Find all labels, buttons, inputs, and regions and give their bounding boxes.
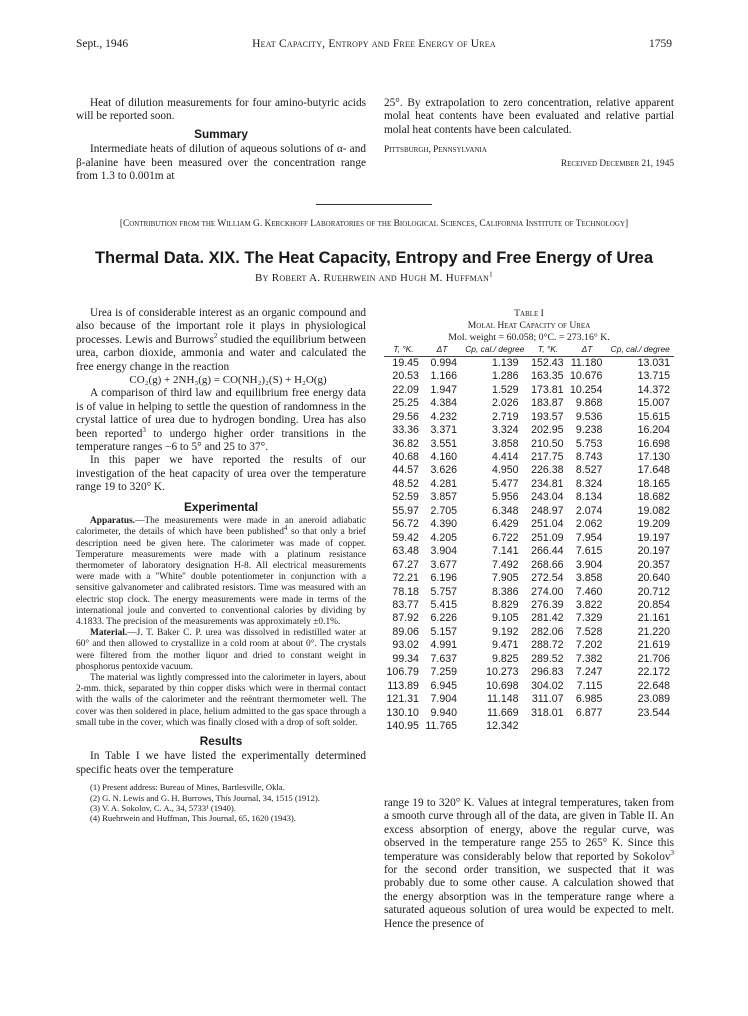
table-cell: 2.062 bbox=[575, 518, 603, 531]
table-cell: 130.10 bbox=[386, 706, 419, 719]
col-header-cp2: Cp, cal./ degree bbox=[606, 345, 674, 356]
results-cont-b: for the second order transition, we suspected that it was probably due to some other cause. A calculation showed that the energy absorption was in the temperature range where a saturated aqueous solution of urea would be expected to melt. Hence the presence of bbox=[384, 864, 674, 930]
table-cell: 17.130 bbox=[637, 450, 670, 463]
table-cell: 21.220 bbox=[637, 625, 670, 638]
byline-footnote-mark: 1 bbox=[489, 270, 493, 279]
intro-p1-ref: 2 bbox=[213, 332, 218, 341]
table-row bbox=[384, 545, 674, 558]
table-cell: 8.324 bbox=[575, 477, 603, 490]
table-cell: 282.06 bbox=[531, 625, 564, 638]
apparatus-cont: so that only a brief description need be given here. The calorimeter was made of copper. Temperature measurements were made with a platinum resistance thermometer of laboratory designation H-8. All electrical measurements were made with a "White" double potentiometer in conjunction with a sensitive galvanometer and calibrated resistors. Time was measured with an electric stop clock. The energy measurements were made in terms of the international joule and converted to conventional calories by dividing by 4.1833. The precision of the measurements was approximately ±0.1%. bbox=[76, 527, 367, 627]
table-row bbox=[384, 532, 674, 545]
table-cell: 3.858 bbox=[575, 572, 603, 585]
table-row bbox=[384, 599, 674, 612]
table-cell: 1.166 bbox=[430, 370, 458, 383]
table-cell: 6.196 bbox=[430, 572, 458, 585]
footnotes bbox=[76, 782, 366, 824]
table-cell bbox=[568, 720, 607, 733]
table-cell: 9.105 bbox=[492, 612, 519, 625]
table-cell: 7.141 bbox=[492, 545, 519, 558]
table-cell: 266.44 bbox=[531, 545, 564, 558]
table-row bbox=[384, 438, 674, 451]
table-cell: 13.031 bbox=[637, 356, 670, 369]
results-cont-ref: 3 bbox=[670, 848, 674, 857]
table-cell: 40.68 bbox=[392, 450, 419, 463]
table-cell: 19.45 bbox=[392, 356, 419, 369]
apparatus-paragraph bbox=[76, 516, 366, 628]
table-row bbox=[384, 720, 674, 733]
table-cell: 7.115 bbox=[576, 679, 603, 692]
table-cell: 9.238 bbox=[575, 424, 603, 437]
table-cell: 11.180 bbox=[570, 356, 603, 369]
table-cell: 9.192 bbox=[492, 625, 519, 638]
table-cell: 243.04 bbox=[531, 491, 564, 504]
table-cell: 99.34 bbox=[392, 652, 419, 665]
table-cell: 140.95 bbox=[386, 720, 419, 733]
article-divider bbox=[316, 204, 432, 205]
table-cell: 6.429 bbox=[492, 518, 519, 531]
table-cell: 1.286 bbox=[492, 370, 519, 383]
table-cell: 20.357 bbox=[637, 558, 670, 571]
table-cell: 288.72 bbox=[531, 639, 564, 652]
prev-paragraph-3: 25°. By extrapolation to zero concentration, relative apparent molal heat contents have been evaluated and relative partial molal heat contents have been calculated. bbox=[384, 97, 674, 136]
table-row bbox=[384, 639, 674, 652]
table-row bbox=[384, 411, 674, 424]
table-cell: 274.00 bbox=[531, 585, 564, 598]
table-cell bbox=[606, 720, 674, 733]
table-cell: 3.626 bbox=[430, 464, 458, 477]
prev-paragraph-2: Intermediate heats of dilution of aqueous solutions of α- and β-alanine have been measured over the concentration range from 1.3 to 0.001m at bbox=[76, 143, 366, 183]
table-cell: 183.87 bbox=[531, 397, 564, 410]
table-cell: 106.79 bbox=[386, 666, 419, 679]
prev-article-left bbox=[76, 97, 366, 183]
table-cell: 22.648 bbox=[637, 679, 670, 692]
table-cell: 2.705 bbox=[430, 504, 458, 517]
table-subcaption: Molal Heat Capacity of Urea bbox=[467, 320, 591, 331]
table-cell: 22.172 bbox=[637, 666, 670, 679]
table-cell: 6.348 bbox=[492, 504, 519, 517]
table-cell: 7.460 bbox=[575, 585, 603, 598]
footnote-3: (3) V. A. Sokolov, C. A., 34, 5733¹ (1940). bbox=[90, 802, 236, 813]
col-header-t1: T, °K. bbox=[384, 345, 423, 356]
table-cell: 7.905 bbox=[492, 572, 519, 585]
footnote-2: (2) G. N. Lewis and G. H. Burrows, This Journal, 34, 1515 (1912). bbox=[90, 792, 320, 803]
material-label: Material. bbox=[90, 628, 128, 639]
table-cell: 20.53 bbox=[392, 370, 419, 383]
table-cell: 281.42 bbox=[531, 612, 564, 625]
table-cell: 8.134 bbox=[575, 491, 603, 504]
table-cell: 13.715 bbox=[637, 370, 670, 383]
table-cell: 33.36 bbox=[392, 424, 419, 437]
article-left-column bbox=[76, 307, 366, 824]
prev-paragraph-1: Heat of dilution measurements for four amino-butyric acids will be reported soon. bbox=[76, 97, 366, 123]
table-cell: 9.868 bbox=[575, 397, 603, 410]
table-cell: 55.97 bbox=[392, 504, 419, 517]
table-cell: 19.197 bbox=[637, 531, 670, 544]
table-cell: 22.09 bbox=[392, 383, 419, 396]
results-cont-text: range 19 to 320° K. Values at integral temperatures, taken from a smooth curve through all of the data, are given in Table II. An excess absorption of energy, above the regular curve, was observed in the temperature range 255 to 265° K. Since this temperature was considerably below that reported by Sokolov bbox=[384, 797, 674, 863]
table-cell: 7.528 bbox=[575, 625, 603, 638]
table-cell: 4.384 bbox=[430, 397, 458, 410]
table-cell: 11.148 bbox=[486, 693, 519, 706]
intro-p2-cont: to undergo higher order transitions in the temperature ranges −6 to 5° and 25 to 37°. bbox=[76, 427, 366, 454]
table-row bbox=[384, 478, 674, 491]
contribution-note: [Contribution from the William G. Kerckhoff Laboratories of the Biological Sciences, California Institute of Technology] bbox=[119, 219, 629, 229]
table-cell: 217.75 bbox=[531, 450, 564, 463]
table-cell: 6.985 bbox=[575, 693, 603, 706]
table-cell: 8.527 bbox=[575, 464, 603, 477]
table-row bbox=[384, 370, 674, 383]
intro-paragraph-3: In this paper we have reported the results of our investigation of the heat capacity of urea over the temperature range 19 to 320° K. bbox=[76, 454, 366, 494]
table-cell: 89.06 bbox=[392, 625, 419, 638]
table-cell: 1.139 bbox=[492, 356, 519, 369]
table-cell: 5.757 bbox=[430, 585, 458, 598]
table-row bbox=[384, 559, 674, 572]
table-cell: 2.026 bbox=[492, 397, 519, 410]
material-paragraph bbox=[76, 628, 366, 673]
table-cell: 63.48 bbox=[392, 545, 419, 558]
table-cell: 3.371 bbox=[430, 424, 458, 437]
table-cell: 10.273 bbox=[486, 666, 519, 679]
table-cell: 10.676 bbox=[570, 370, 603, 383]
header-page-number: 1759 bbox=[649, 38, 672, 50]
table-cell: 7.202 bbox=[575, 639, 603, 652]
table-cell: 78.18 bbox=[392, 585, 419, 598]
table-cell: 11.765 bbox=[425, 720, 458, 733]
intro-paragraph-1 bbox=[76, 307, 366, 374]
table-cell: 5.477 bbox=[492, 477, 519, 490]
col-header-dt2: ΔT bbox=[568, 345, 607, 356]
material-paragraph-2: The material was lightly compressed into the calorimeter in layers, about 2-mm. thick, separated by thin copper disks which were in thermal contact with the walls of the calorimeter and the reëntrant thermometer well. The cover was then soldered in place, helium admitted to the gas space through a small tube in the cover, which was finally closed with a drop of soft solder. bbox=[76, 672, 366, 728]
table-cell: 20.712 bbox=[637, 585, 670, 598]
table-cell: 5.157 bbox=[430, 625, 458, 638]
table-cell: 248.97 bbox=[531, 504, 564, 517]
footnote-4: (4) Ruehrwein and Huffman, This Journal, 65, 1620 (1943). bbox=[90, 813, 296, 824]
table-cell: 56.72 bbox=[392, 518, 419, 531]
table-cell: 304.02 bbox=[531, 679, 564, 692]
table-cell: 1.947 bbox=[430, 383, 458, 396]
footnote-1: (1) Present address: Bureau of Mines, Bartlesville, Okla. bbox=[90, 782, 285, 793]
table-cell: 152.43 bbox=[531, 356, 564, 369]
table-cell: 234.81 bbox=[531, 477, 564, 490]
table-cell: 9.940 bbox=[430, 706, 458, 719]
table-cell: 16.698 bbox=[637, 437, 670, 450]
table-cell: 14.372 bbox=[637, 383, 670, 396]
table-cell: 2.719 bbox=[492, 410, 519, 423]
table-row bbox=[384, 424, 674, 437]
table-cell: 0.994 bbox=[430, 356, 458, 369]
table-cell: 15.615 bbox=[637, 410, 670, 423]
experimental-section bbox=[76, 516, 366, 729]
table-row bbox=[384, 572, 674, 585]
summary-heading: Summary bbox=[194, 126, 248, 141]
table-row bbox=[384, 680, 674, 693]
table-cell: 3.858 bbox=[492, 437, 519, 450]
table-cell: 19.209 bbox=[637, 518, 670, 531]
table-cell: 8.829 bbox=[492, 598, 519, 611]
table-row bbox=[384, 612, 674, 625]
table-cell: 276.39 bbox=[531, 598, 564, 611]
article-title: Thermal Data. XIX. The Heat Capacity, Entropy and Free Energy of Urea bbox=[94, 249, 654, 267]
table-row bbox=[384, 464, 674, 477]
table-cell: 21.706 bbox=[637, 652, 670, 665]
table-cell: 29.56 bbox=[392, 410, 419, 423]
table-cell: 87.92 bbox=[392, 612, 419, 625]
table-cell: 7.329 bbox=[575, 612, 603, 625]
table-cell: 311.07 bbox=[531, 693, 564, 706]
table-cell: 113.89 bbox=[387, 679, 419, 692]
table-cell: 7.259 bbox=[430, 666, 458, 679]
table-cell: 202.95 bbox=[531, 424, 564, 437]
table-cell: 272.54 bbox=[531, 572, 564, 585]
table-cell: 3.904 bbox=[430, 545, 458, 558]
table-cell: 4.160 bbox=[430, 450, 458, 463]
material-text: —J. T. Baker C. P. urea was dissolved in redistilled water at 60° and then allowed to crystallize in a cold room at about 0°. The crystals were filtered from the mother liquor and dried to constant weight in phosphorus pentoxide vacuum. bbox=[76, 628, 366, 672]
table-cell: 289.52 bbox=[531, 652, 564, 665]
intro-paragraph-2 bbox=[76, 387, 366, 454]
table-cell: 12.342 bbox=[486, 720, 519, 733]
table-cell: 4.991 bbox=[430, 639, 458, 652]
table-cell: 4.390 bbox=[430, 518, 458, 531]
byline-authors: By Robert A. Ruehrwein and Hugh M. Huffman bbox=[255, 272, 490, 284]
prev-article-right bbox=[384, 97, 674, 171]
table-cell: 3.857 bbox=[430, 491, 458, 504]
table-cell: 3.822 bbox=[575, 598, 603, 611]
table-cell: 296.83 bbox=[531, 666, 564, 679]
table-cell: 6.722 bbox=[492, 531, 519, 544]
table-cell: 3.904 bbox=[575, 558, 603, 571]
table-cell: 121.31 bbox=[386, 693, 419, 706]
table-cell: 48.52 bbox=[392, 477, 419, 490]
table-cell: 10.698 bbox=[486, 679, 519, 692]
heat-capacity-table bbox=[384, 345, 674, 733]
table-cell: 7.637 bbox=[430, 652, 458, 665]
table-cell: 83.77 bbox=[392, 598, 419, 611]
table-cell: 8.386 bbox=[492, 585, 519, 598]
table-cell: 19.082 bbox=[637, 504, 670, 517]
intro-p1-text: Urea is of considerable interest as an organic compound and also because of the important role it plays in physiological processes. Lewis and Burrows bbox=[76, 307, 366, 346]
table-cell: 7.954 bbox=[575, 531, 603, 544]
byline bbox=[76, 272, 672, 284]
table-cell: 36.82 bbox=[392, 437, 419, 450]
table-cell: 20.197 bbox=[637, 545, 670, 558]
affiliation: Pittsburgh, Pennsylvania bbox=[384, 145, 487, 156]
table-cell: 6.945 bbox=[430, 679, 458, 692]
article-right-column bbox=[384, 797, 674, 931]
table-cell: 7.247 bbox=[575, 666, 603, 679]
table-cell: 23.544 bbox=[637, 706, 670, 719]
table-cell: 7.615 bbox=[575, 545, 603, 558]
results-heading: Results bbox=[199, 733, 243, 748]
table-row bbox=[384, 356, 674, 370]
table-cell: 3.324 bbox=[492, 424, 519, 437]
results-paragraph-cont bbox=[384, 797, 674, 931]
table-cell: 4.414 bbox=[492, 450, 519, 463]
table-cell: 23.089 bbox=[637, 693, 670, 706]
table-cell: 25.25 bbox=[392, 397, 419, 410]
table-row bbox=[384, 384, 674, 397]
table-cell: 251.09 bbox=[531, 531, 564, 544]
header-title: Heat Capacity, Entropy and Free Energy of Urea bbox=[252, 38, 496, 50]
table-row bbox=[384, 707, 674, 720]
table-cell: 67.27 bbox=[392, 558, 419, 571]
table-row bbox=[384, 693, 674, 706]
table-cell: 1.529 bbox=[492, 383, 519, 396]
table-cell: 18.165 bbox=[637, 477, 670, 490]
table-row bbox=[384, 626, 674, 639]
table-cell: 173.81 bbox=[531, 383, 564, 396]
col-header-t2: T, °K. bbox=[529, 345, 568, 356]
table-cell: 3.551 bbox=[430, 437, 458, 450]
running-header bbox=[76, 38, 672, 54]
table-cell: 44.57 bbox=[392, 464, 419, 477]
table-cell: 21.161 bbox=[637, 612, 670, 625]
table-row bbox=[384, 586, 674, 599]
table-cell: 6.226 bbox=[430, 612, 458, 625]
intro-p2-text: A comparison of third law and equilibrium free energy data is of value in helping to settle the question of randomness in the crystal lattice of urea due to hydrogen bonding. Urea has also been reported bbox=[76, 387, 366, 440]
table-cell: 18.682 bbox=[637, 491, 670, 504]
table-cell: 16.204 bbox=[637, 424, 670, 437]
table-cell: 7.492 bbox=[492, 558, 519, 571]
table-cell: 11.669 bbox=[486, 706, 519, 719]
table-1 bbox=[384, 308, 674, 733]
table-cell: 10.254 bbox=[570, 383, 603, 396]
table-cell: 210.50 bbox=[531, 437, 564, 450]
table-cell: 20.854 bbox=[637, 598, 670, 611]
table-cell: 4.950 bbox=[492, 464, 519, 477]
col-header-cp1: Cp, cal./ degree bbox=[461, 345, 529, 356]
apparatus-ref: 4 bbox=[283, 524, 288, 533]
table-row bbox=[384, 451, 674, 464]
header-date: Sept., 1946 bbox=[76, 38, 129, 50]
table-body bbox=[384, 356, 674, 733]
table-header-row bbox=[384, 345, 674, 356]
table-cell: 7.382 bbox=[575, 652, 603, 665]
table-cell: 268.66 bbox=[531, 558, 564, 571]
table-cell: 5.415 bbox=[430, 598, 458, 611]
experimental-heading: Experimental bbox=[183, 499, 259, 514]
table-cell: 21.619 bbox=[637, 639, 670, 652]
table-cell: 318.01 bbox=[531, 706, 564, 719]
table-cell: 9.536 bbox=[575, 410, 603, 423]
table-cell: 59.42 bbox=[392, 531, 419, 544]
table-cell: 193.57 bbox=[531, 410, 564, 423]
table-row bbox=[384, 491, 674, 504]
table-cell: 9.471 bbox=[492, 639, 519, 652]
table-cell bbox=[529, 720, 568, 733]
table-cell: 226.38 bbox=[531, 464, 564, 477]
table-cell: 4.281 bbox=[430, 477, 458, 490]
results-paragraph-start: In Table I we have listed the experimentally determined specific heats over the temperature bbox=[76, 750, 366, 776]
table-cell: 2.074 bbox=[575, 504, 603, 517]
table-row bbox=[384, 397, 674, 410]
table-row bbox=[384, 653, 674, 666]
reaction-equation: CO₂(g) + 2NH₃(g) = CO(NH₂)₂(S) + H₂O(g) bbox=[129, 374, 327, 387]
table-cell: 3.677 bbox=[430, 558, 458, 571]
apparatus-label: Apparatus. bbox=[90, 516, 136, 527]
table-row bbox=[384, 505, 674, 518]
table-cell: 163.35 bbox=[531, 370, 564, 383]
table-cell: 7.904 bbox=[430, 693, 458, 706]
intro-p2-ref: 3 bbox=[142, 425, 146, 434]
apparatus-text: —The measurements were made in an aneroid adiabatic calorimeter, the details of which have been published bbox=[76, 516, 366, 538]
table-cell: 5.956 bbox=[492, 491, 519, 504]
table-cell: 20.640 bbox=[637, 572, 670, 585]
table-row bbox=[384, 666, 674, 679]
table-caption: Table I bbox=[514, 308, 544, 319]
table-row bbox=[384, 518, 674, 531]
table-cell: 72.21 bbox=[392, 572, 419, 585]
intro-p1-cont: studied the equilibrium between urea, carbon dioxide, ammonia and water and calculated the free energy change in the reaction bbox=[76, 333, 366, 373]
table-cell: 93.02 bbox=[392, 639, 419, 652]
table-cell: 6.877 bbox=[575, 706, 603, 719]
table-cell: 251.04 bbox=[531, 518, 564, 531]
received-date: Received December 21, 1945 bbox=[560, 158, 674, 169]
table-cell: 5.753 bbox=[575, 437, 603, 450]
table-cell: 8.743 bbox=[575, 450, 603, 463]
table-cell: 15.007 bbox=[637, 397, 670, 410]
table-cell: 17.648 bbox=[637, 464, 670, 477]
table-cell: 4.232 bbox=[430, 410, 458, 423]
table-molweight: Mol. weight = 60.058; 0°C. = 273.16° K. bbox=[448, 332, 610, 343]
table-cell: 9.825 bbox=[492, 652, 519, 665]
table-cell: 4.205 bbox=[430, 531, 458, 544]
table-cell: 52.59 bbox=[392, 491, 419, 504]
col-header-dt1: ΔT bbox=[423, 345, 461, 356]
